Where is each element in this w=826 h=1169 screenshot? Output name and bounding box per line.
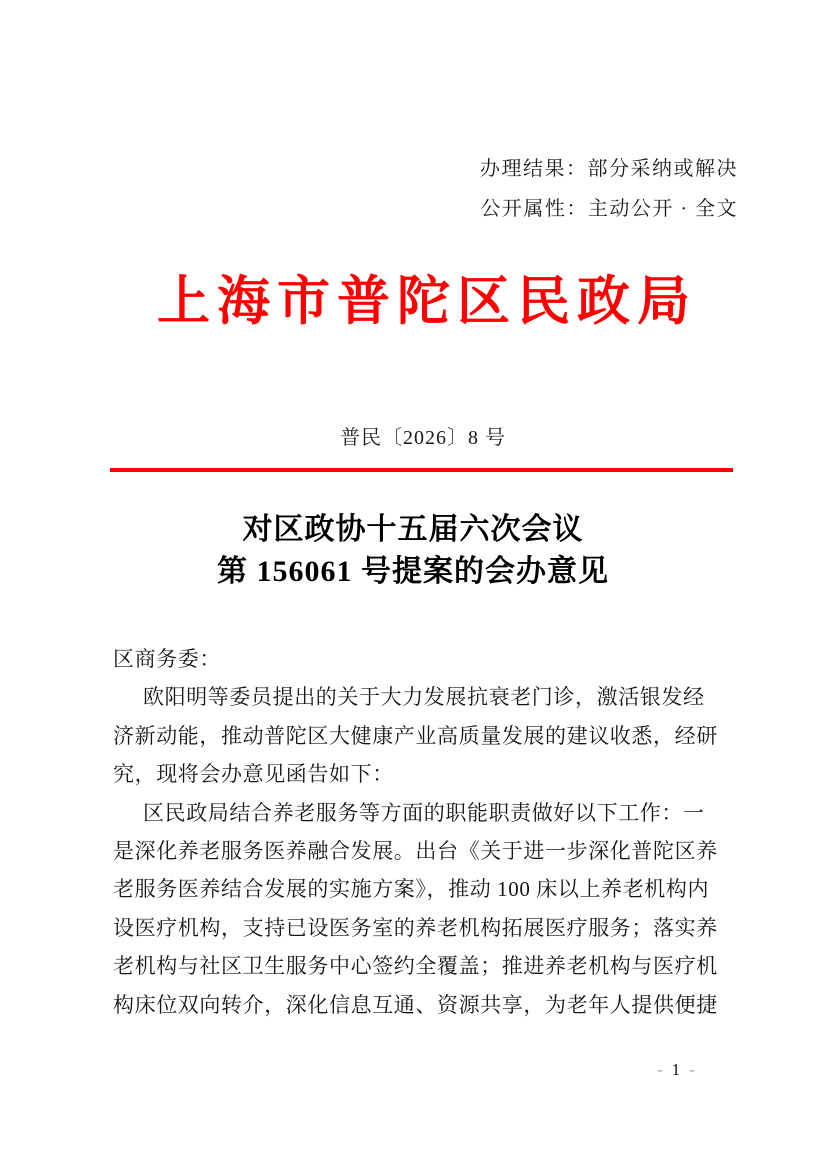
body-line-4: 区民政局结合养老服务等方面的职能职责做好以下工作：一 (143, 800, 705, 825)
body-line-9: 构床位双向转介，深化信息互通、资源共享，为老年人提供便捷 (113, 992, 718, 1017)
red-divider-rule (110, 468, 733, 472)
header-meta-block (480, 149, 738, 229)
document-title-line-1: 对区政协十五届六次会议 (242, 513, 584, 546)
document-body (113, 640, 738, 1024)
body-line-6: 老服务医养结合发展的实施方案》，推动 100 床以上养老机构内 (113, 877, 710, 902)
body-line-8: 老机构与社区卫生服务中心签约全覆盖；推进养老机构与医疗机 (113, 954, 718, 979)
body-line-1: 欧阳明等委员提出的关于大力发展抗衰老门诊，激活银发经 (143, 685, 705, 710)
page-number-dash-left: - (657, 1060, 663, 1079)
body-line-3: 究，现将会办意见函告如下： (113, 762, 394, 787)
publicity-attribute-line: 公开属性：主动公开 · 全文 (480, 198, 738, 220)
handling-result-line: 办理结果：部分采纳或解决 (480, 158, 738, 180)
document-reference-number: 普民〔2026〕8 号 (340, 427, 506, 449)
page-number (657, 1060, 695, 1080)
page-number-value: 1 (671, 1060, 681, 1079)
body-line-5: 是深化养老服务医养融合发展。出台《关于进一步深化普陀区养 (113, 839, 718, 864)
agency-letterhead-title: 上海市普陀区民政局 (157, 273, 697, 331)
page-number-dash-right: - (689, 1060, 695, 1079)
body-line-2: 济新动能，推动普陀区大健康产业高质量发展的建议收悉，经研 (113, 723, 718, 748)
body-line-7: 设医疗机构，支持已设医务室的养老机构拓展医疗服务；落实养 (113, 915, 718, 940)
salutation-line: 区商务委： (113, 647, 221, 671)
document-title-line-2: 第 156061 号提案的会办意见 (217, 555, 609, 588)
document-title (93, 509, 733, 593)
